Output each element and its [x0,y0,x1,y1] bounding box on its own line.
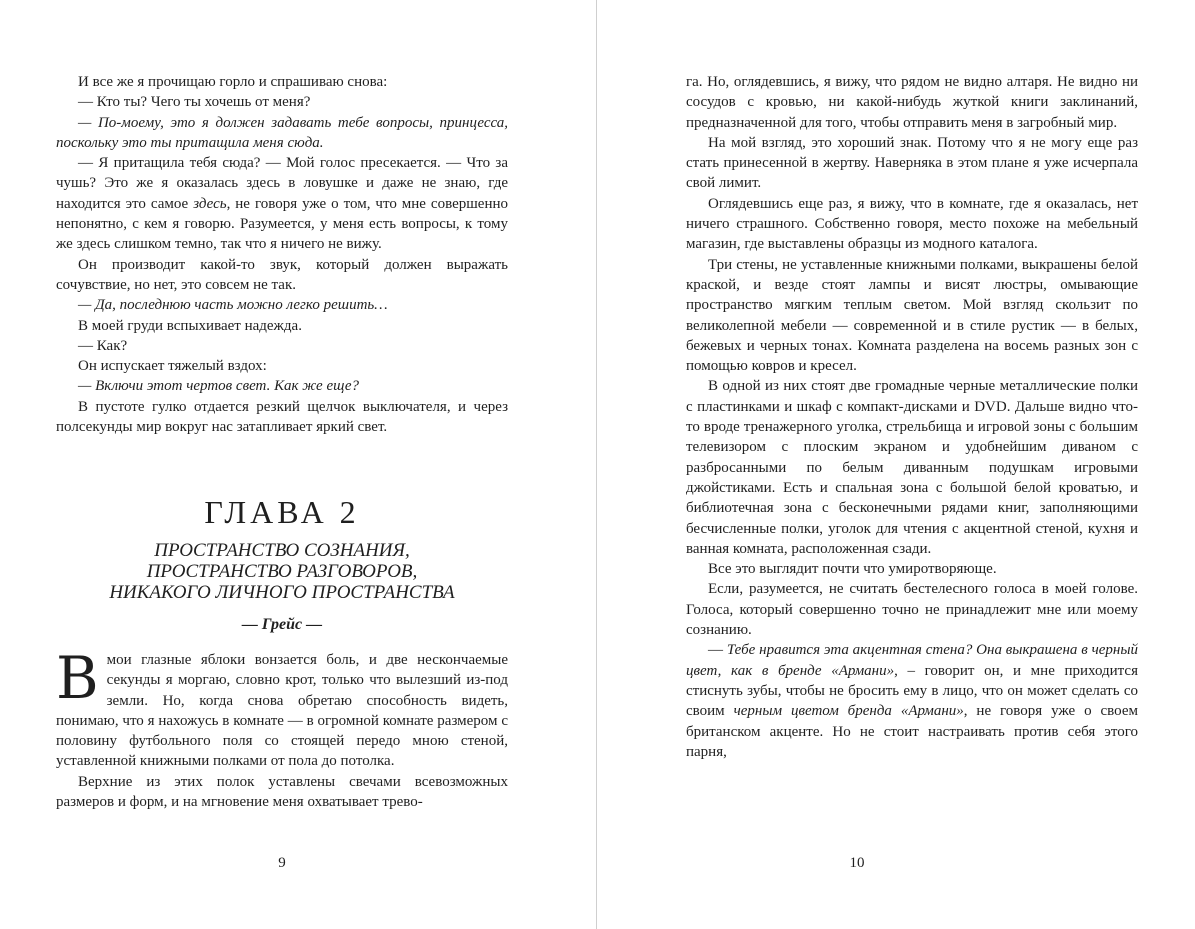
page-number: 9 [278,855,286,871]
dialogue-line: — По-моему, это я должен задавать тебе вопросы, принцесса, поскольку это ты притащила меня сюда. [56,114,508,151]
paragraph: И все же я прочищаю горло и спрашиваю снова: [78,74,388,90]
paragraph: Все это выглядит почти что умиротворяюще. [708,561,997,578]
paragraph: Он производит какой-то звук, который должен выражать сочувствие, но нет, это совсем не так. [56,256,508,293]
paragraph: Он испускает тяжелый вздох: [78,358,267,375]
paragraph: Три стены, не уставленные книжными полками, выкрашены белой краской, и везде стоят лампы и висят люстры, омывающие пространство мягким теплым светом. Мой взгляд скользит по великолепной мебели — современной и в стиле рустик — в белых, бежевых и черных тонах. Комната разделена на восемь разных зон с помощью ковров и кресел. [686,256,1138,375]
paragraph: В пустоте гулко отдается резкий щелчок выключателя, и через полсекунды мир вокруг нас затапливает яркий свет. [56,398,508,436]
dialogue-line: — Включи этот чертов свет. Как же еще? [78,378,359,395]
dialogue-line: — Тебе нравится эта акцентная стена? Она выкрашена в черный цвет, как в бренде «Армани», – говорит он, и мне приходится стиснуть зубы, чтобы не бросить ему в лицо, что он может сделать со своим черным цветом бренда «Армани», не говоря уже о своем британском акценте. Но не стоит настраивать против себя этого парня, [686,642,1138,760]
paragraph: Верхние из этих полок уставлены свечами всевозможных размеров и форм, и на мгновение меня охватывает трево- [56,773,508,811]
left-page [0,0,596,929]
dialogue-line: — Я притащила тебя сюда? — Мой голос пресекается. — Что за чушь? Это же я оказалась здесь в ловушке и даже не знаю, где находится это самое здесь, не говоря уже о том, что мне совершенно непонятно, с кем я говорю. Разумеется, у меня есть вопросы, к тому же здесь слишком темно, так что я ничего не вижу. [56,155,509,253]
left-text-column [56,72,508,437]
right-text-column [686,72,1138,762]
drop-cap: В [56,644,99,712]
dialogue-line: — Кто ты? Чего ты хочешь от меня? [78,94,311,111]
chapter-body [56,644,508,812]
first-paragraph: Вмои глазные яблоки вонзается боль, и две нескончаемые секунды я моргаю, словно крот, только что вылезший из-под земли. Но, когда снова обретаю способность видеть, понимаю, что я нахожусь в комнате — в огромной комнате размером с половину футбольного поля со стоящей передо мною стеной, уставленной книжными полками от пола до потолка. [56,644,508,770]
paragraph: Если, разумеется, не считать бестелесного голоса в моей голове. Голоса, который совершенно точно не принадлежит мне или моему сознанию. [686,581,1138,639]
paragraph: Оглядевшись еще раз, я вижу, что в комнате, где я оказалась, нет ничего страшного. Собственно говоря, место похоже на мебельный магазин, где выставлены образцы из модного каталога. [686,195,1138,253]
chapter-heading [56,492,508,635]
paragraph-continued: га. Но, оглядевшись, я вижу, что рядом не видно алтаря. Не видно ни сосудов с кровью, ни какой-нибудь жуткой книги заклинаний, предназначенной для того, чтобы отправить меня в загробный мир. [686,74,1138,131]
paragraph: На мой взгляд, это хороший знак. Потому что я не могу еще раз стать принесенной в жертву. Наверняка в этом плане я уже исчерпала свой лимит. [686,134,1138,192]
right-page [597,0,1195,929]
chapter-subtitle: ПРОСТРАНСТВО СОЗНАНИЯ, ПРОСТРАНСТВО РАЗГОВОРОВ, НИКАКОГО ЛИЧНОГО ПРОСТРАНСТВА [109,540,455,603]
paragraph: В одной из них стоят две громадные черные металлические полки с пластинками и шкаф с компакт-дисками и DVD. Дальше видно что-то вроде тренажерного уголка, стрельбища и игровой зоны с большим телевизором с плоским экраном и удобнейшим диваном с разбросанными по белым диванным подушкам игровыми джойстиками. Есть и спальная зона с большой белой кроватью, и библиотечная зона с бесконечными рядами книг, заполняющими бесчисленные полки, уголок для чтения с акцентной стеной, кухня и ванная комната, расположенная сзади. [686,378,1138,557]
dialogue-line: — Да, последнюю часть можно легко решить… [78,297,388,314]
dialogue-line: — Как? [78,337,128,354]
chapter-narrator: — Грейс — [241,616,323,633]
chapter-title: ГЛАВА 2 [204,494,360,530]
paragraph: В моей груди вспыхивает надежда. [78,317,302,334]
page-number: 10 [849,855,865,871]
